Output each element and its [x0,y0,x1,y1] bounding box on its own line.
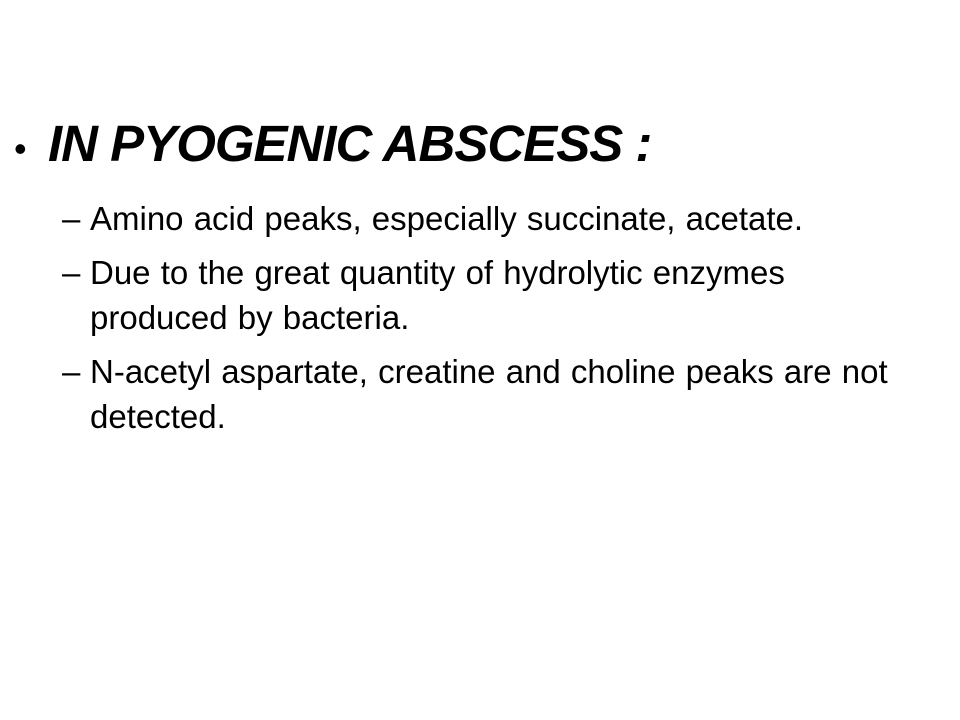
list-item [62,349,907,439]
slide-title-row [0,0,960,170]
dash-icon: – [62,353,81,390]
page-title: IN PYOGENIC ABSCESS : [48,115,652,172]
list-item [62,250,907,340]
bullet-list [0,196,907,439]
bullet-icon: • [14,128,27,169]
dash-icon: – [62,200,81,237]
dash-icon: – [62,254,81,291]
list-item-text: N-acetyl aspartate, creatine and choline peaks are not detected. [90,353,888,435]
list-item-text: Due to the great quantity of hydrolytic enzymes produced by bacteria. [90,254,785,336]
list-item-text: Amino acid peaks, especially succinate, acetate. [90,200,804,237]
list-item [62,196,907,241]
